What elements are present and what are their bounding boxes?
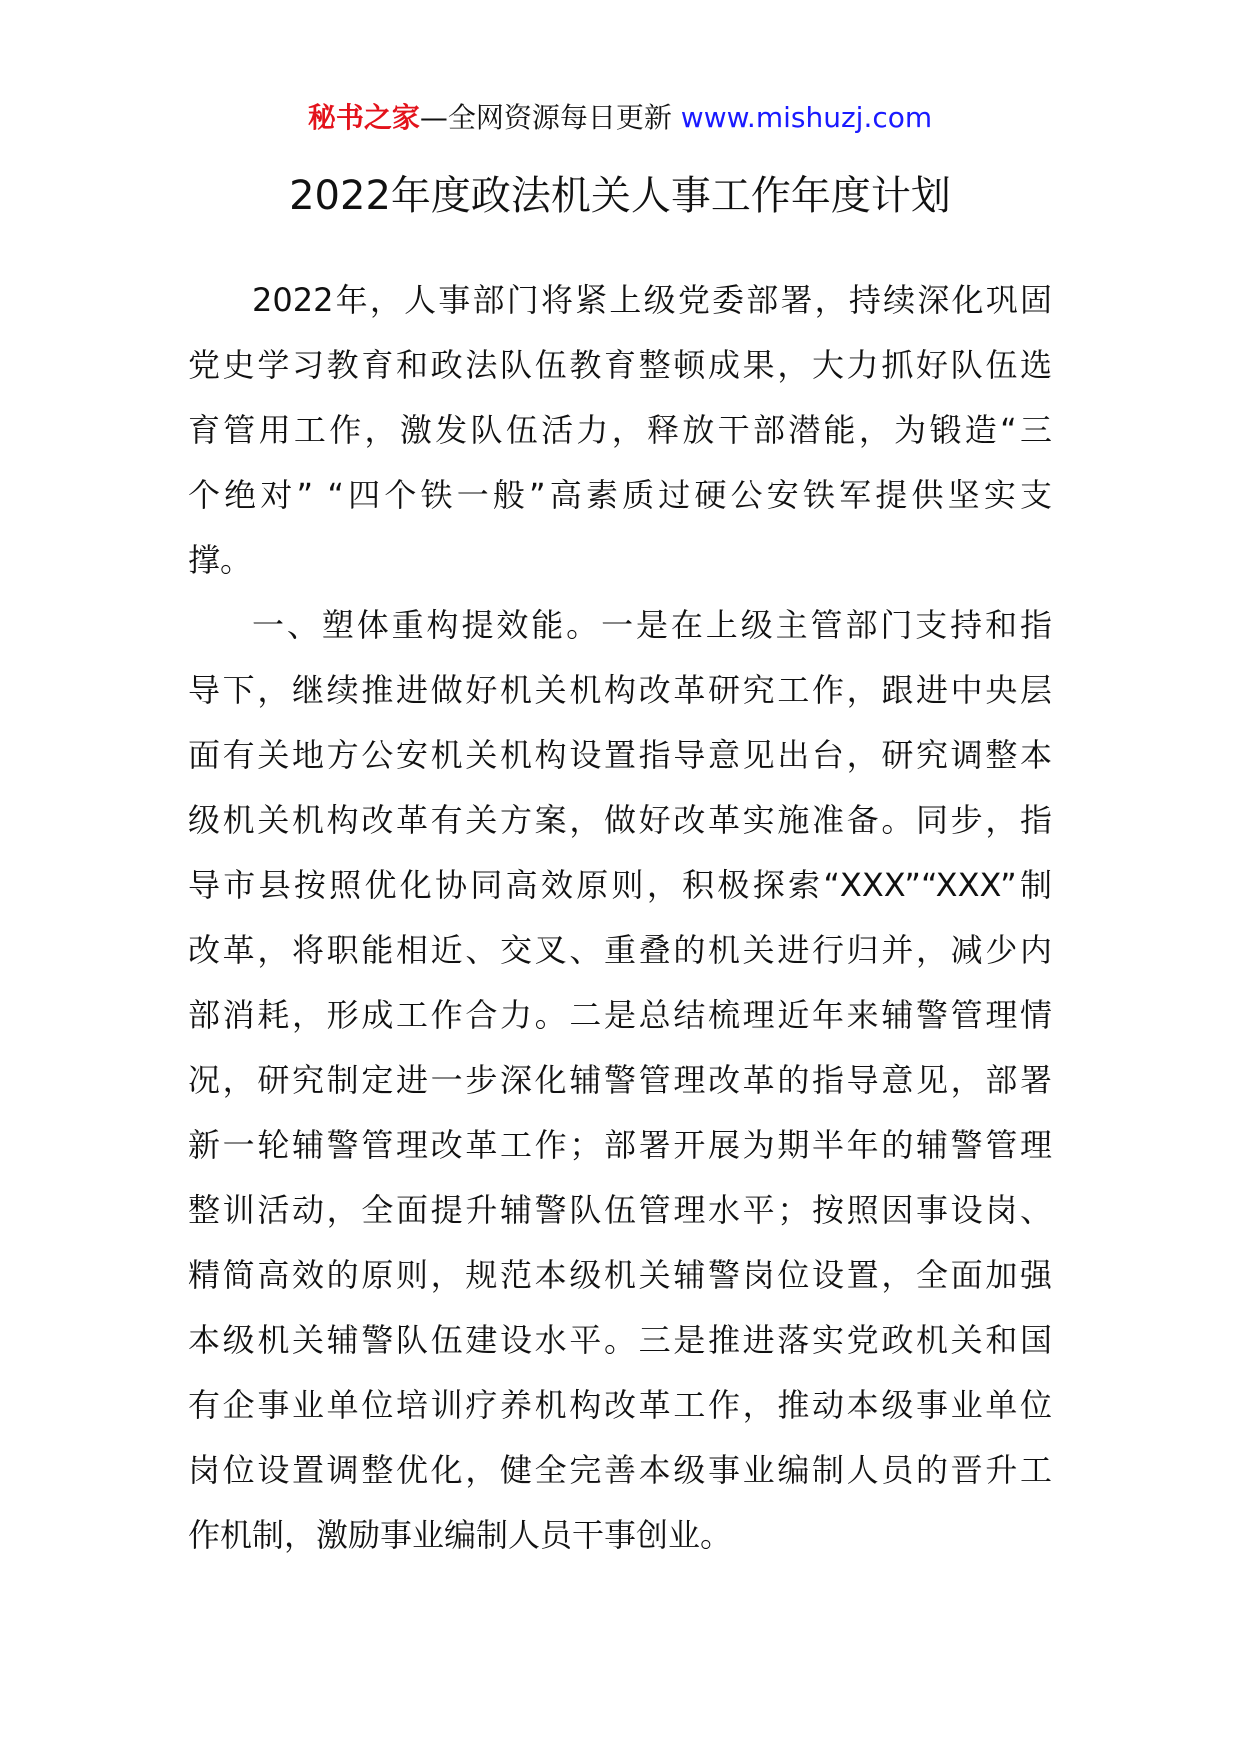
text-line: 育管用工作，激发队伍活力，释放干部潜能，为锻造“三 xyxy=(188,411,1052,449)
text-line: 面有关地方公安机关机构设置指导意见出台，研究调整本 xyxy=(188,736,1052,774)
site-url-link[interactable]: www.mishuzj.com xyxy=(680,101,933,134)
text-line: 导下，继续推进做好机关机构改革研究工作，跟进中央层 xyxy=(188,671,1052,709)
text-line: 本级机关辅警队伍建设水平。三是推进落实党政机关和国 xyxy=(188,1321,1052,1359)
text-line: 况，研究制定进一步深化辅警管理改革的指导意见，部署 xyxy=(188,1061,1052,1099)
site-header xyxy=(0,98,1240,138)
site-tagline: —全网资源每日更新 xyxy=(419,101,672,134)
text-line: 级机关机构改革有关方案，做好改革实施准备。同步，指 xyxy=(188,801,1052,839)
text-line: 一、塑体重构提效能。一是在上级主管部门支持和指 xyxy=(252,606,1052,644)
site-brand: 秘书之家 xyxy=(307,101,420,134)
text-line: 2022年，人事部门将紧上级党委部署，持续深化巩固 xyxy=(252,281,1052,319)
text-line: 岗位设置调整优化，健全完善本级事业编制人员的晋升工 xyxy=(188,1451,1052,1489)
document-title: 2022年度政法机关人事工作年度计划 xyxy=(289,173,951,219)
text-line: 作机制，激励事业编制人员干事创业。 xyxy=(188,1516,733,1554)
text-line: 有企事业单位培训疗养机构改革工作，推动本级事业单位 xyxy=(188,1386,1052,1424)
text-line: 党史学习教育和政法队伍教育整顿成果，大力抓好队伍选 xyxy=(188,346,1052,384)
text-line: 新一轮辅警管理改革工作；部署开展为期半年的辅警管理 xyxy=(188,1126,1052,1164)
text-line: 改革，将职能相近、交叉、重叠的机关进行归并，减少内 xyxy=(188,931,1052,969)
text-line: 部消耗，形成工作合力。二是总结梳理近年来辅警管理情 xyxy=(188,996,1052,1034)
text-line: 撑。 xyxy=(188,541,253,579)
document-body xyxy=(188,268,1052,1568)
text-line: 精简高效的原则，规范本级机关辅警岗位设置，全面加强 xyxy=(188,1256,1052,1294)
text-line: 导市县按照优化协同高效原则，积极探索“XXX”“XXX”制 xyxy=(188,866,1052,904)
text-line: 个绝对” “四个铁一般”高素质过硬公安铁军提供坚实支 xyxy=(188,476,1052,514)
text-line: 整训活动，全面提升辅警队伍管理水平；按照因事设岗、 xyxy=(188,1191,1052,1229)
